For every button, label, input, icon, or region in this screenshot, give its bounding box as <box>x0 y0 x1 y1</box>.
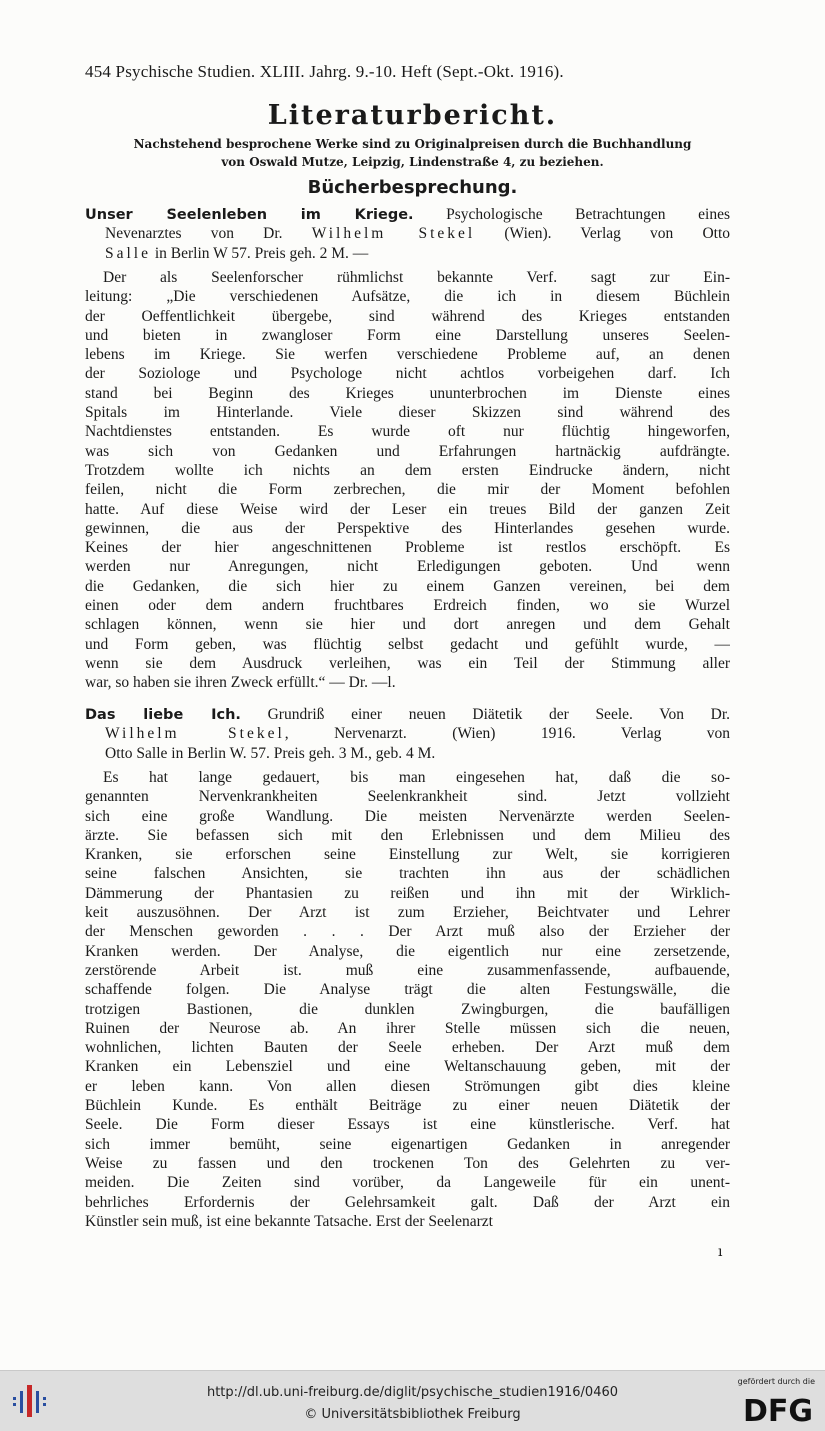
stray-mark: ı <box>718 1244 723 1260</box>
review-2-text-line: sich immer bemüht, seine eigenartigen Gedanken in anregender <box>85 1135 730 1153</box>
review-2-text-line: trotzigen Bastionen, die dunklen Zwingburgen, die baufälligen <box>85 1000 730 1018</box>
review-1-text-line: und Form geben, was flüchtig selbst gedacht und gefühlt wurde, — <box>85 635 730 653</box>
review-2-text-line: keit auszusöhnen. Der Arzt ist zum Erzieher, Beichtvater und Lehrer <box>85 904 730 922</box>
review-2-text-line: ärzte. Sie befassen sich mit den Erlebnissen und dem Milieu des <box>85 826 730 844</box>
review-1-text-line: einen oder dem andern fruchtbares Erdreich finden, wo sie Wurzel <box>85 597 730 615</box>
subtitle-line-1: Nachstehend besprochene Werke sind zu Originalpreisen durch die Buchhandlung <box>133 137 692 151</box>
review-1-subtitle: Psychologische Betrachtungen eines <box>413 206 730 223</box>
review-1-text-line: werden nur Anregungen, nicht Erledigungen geboten. Und wenn <box>85 558 730 576</box>
review-2-text-line: Weise zu fassen und den trockenen Ton des Gelehrten zu ver- <box>85 1154 730 1172</box>
viewer-footer <box>0 1370 825 1431</box>
review-1-meta: (Wien). Verlag von Otto <box>475 225 730 243</box>
review-1-text-line: der Oeffentlichkeit übergebe, sind während des Krieges entstanden <box>85 307 730 325</box>
review-2-text-line: Kranken werden. Der Analyse, die eigentlich nur eine zersetzende, <box>85 942 730 960</box>
review-2-text-line: Künstler sein muß, ist eine bekannte Tatsache. Erst der Seelenarzt <box>85 1212 493 1230</box>
review-2-text-line: Seele. Die Form dieser Essays ist eine künstlerische. Verf. hat <box>85 1116 730 1134</box>
review-2-title: Das liebe Ich. <box>85 707 241 723</box>
review-2-text-line: sich eine große Wandlung. Die meisten Nervenärzte werden Seelen- <box>85 807 730 825</box>
review-1-author: Wilhelm Stekel <box>311 225 476 243</box>
review-1-text-line: Der als Seelenforscher rühmlichst bekannte Verf. sagt zur Ein- <box>103 269 730 286</box>
review-2-text-line: schaffende folgen. Die Analyse trägt die alten Festungswälle, die <box>85 981 730 999</box>
permalink-url[interactable]: http://dl.ub.uni-freiburg.de/diglit/psychische_studien1916/0460 <box>206 1385 619 1400</box>
review-2-text-line: Kranken ein Lebensziel und eine Weltanschauung geben, mit der <box>85 1058 730 1076</box>
review-1-text-line: hatte. Auf diese Weise wird der Leser ein treues Bild der ganzen Zeit <box>85 500 730 518</box>
review-2-text-line: Dämmerung der Phantasien zu reißen und ihn mit der Wirklich- <box>85 884 730 902</box>
copyright-notice: © Universitätsbibliothek Freiburg <box>304 1407 521 1422</box>
review-1-text-line: lebens im Kriege. Sie werfen verschiedene Probleme auf, an denen <box>85 346 730 364</box>
review-1-text-line: Trotzdem wollte ich nichts an dem ersten Eindrucke ändern, nicht <box>85 461 730 479</box>
review-1-text-line: stand bei Beginn des Krieges ununterbrochen im Dienste eines <box>85 384 730 402</box>
dfg-wordmark: DFG <box>742 1394 813 1425</box>
review-1-text-line: war, so haben sie ihren Zweck erfüllt.“ — Dr. —l. <box>85 674 396 692</box>
review-2-text-line: Kranken, sie erforschen seine Einstellung zur Welt, sie korrigieren <box>85 846 730 864</box>
review-1-text-line: Nachtdienstes entstanden. Es wurde oft nur flüchtig hingeworfen, <box>85 423 730 441</box>
review-1-text-line: was sich von Gedanken und Erfahrungen hartnäckig aufdrängte. <box>85 442 730 460</box>
review-2-text-line: zerstörende Arbeit ist. muß eine zusammenfassende, aufbauende, <box>85 961 730 979</box>
review-1-body <box>85 268 730 693</box>
review-1-text-line: der Soziologe und Psychologe nicht achtlos vorbeigehen darf. Ich <box>85 365 730 383</box>
review-2-meta: , Nervenarzt. (Wien) 1916. Verlag von <box>284 725 730 743</box>
dfg-caption: gefördert durch die <box>737 1377 815 1386</box>
review-1-text-line: Spitals im Hinterlande. Viele dieser Skizzen sind während des <box>85 404 730 422</box>
review-2-text-line: Es hat lange gedauert, bis man eingesehen hat, daß die so- <box>103 769 730 786</box>
review-2-header <box>85 705 730 763</box>
review-2-text-line: Büchlein Kunde. Es enthält Beiträge zu einer neuen Diätetik der <box>85 1097 730 1115</box>
review-2-text-line: wohnlichen, lichten Bauten der Seele erheben. Der Arzt muß dem <box>85 1039 730 1057</box>
review-2-text-line: behrliches Erfordernis der Gelehrsamkeit galt. Daß der Arzt ein <box>85 1193 730 1211</box>
section-heading: Bücherbesprechung. <box>307 177 518 198</box>
review-1-publisher: Salle <box>105 244 151 262</box>
review-1-text-line: schlagen können, wenn sie hier und dort anregen und dem Gehalt <box>85 616 730 634</box>
review-2-text-line: er leben kann. Von allen diesen Strömungen gibt dies kleine <box>85 1077 730 1095</box>
review-2-text-line: meiden. Die Zeiten sind vorüber, da Langeweile für ein unent- <box>85 1174 730 1192</box>
review-1-text-line: gewinnen, die aus der Perspektive des Hinterlandes gesehen wurde. <box>85 519 730 537</box>
dfg-logo <box>725 1377 815 1425</box>
review-2-text-line: seine falschen Ansichten, sie trachten ihn aus der schädlichen <box>85 865 730 883</box>
review-1-meta: Nevenarztes von Dr. <box>105 225 312 243</box>
running-head: 454 Psychische Studien. XLIII. Jahrg. 9.-10. Heft (Sept.-Okt. 1916). <box>85 62 564 81</box>
review-1-text-line: die Gedanken, die sich hier zu einem Ganzen vereinen, bei dem <box>85 577 730 595</box>
review-2-text-line: Ruinen der Neurose ab. An ihrer Stelle müssen sich die neuen, <box>85 1019 730 1037</box>
review-1-text-line: Keines der hier angeschnittenen Probleme ist restlos erschöpft. Es <box>85 539 730 557</box>
review-2-meta: Otto Salle in Berlin W. 57. Preis geh. 3 M., geb. 4 M. <box>105 744 436 762</box>
review-2-text-line: genannten Nervenkrankheiten Seelenkrankheit sind. Jetzt vollzieht <box>85 788 730 806</box>
review-1-meta: in Berlin W 57. Preis geh. 2 M. — <box>151 244 369 262</box>
page-title: Literaturbericht. <box>267 100 558 131</box>
review-1-text-line: wenn sie dem Ausdruck verleihen, was ein Teil der Stimmung aller <box>85 654 730 672</box>
review-1-text-line: und bieten in zwangloser Form eine Darstellung unseres Seelen- <box>85 326 730 344</box>
review-1-text-line: leitung: „Die verschiedenen Aufsätze, die ich in diesem Büchlein <box>85 288 730 306</box>
subtitle-line-2: von Oswald Mutze, Leipzig, Lindenstraße 4, zu beziehen. <box>221 155 604 169</box>
review-1-title: Unser Seelenleben im Kriege. <box>85 207 414 223</box>
review-2-text-line: der Menschen geworden . . . Der Arzt muß also der Erzieher der <box>85 923 730 941</box>
review-1-text-line: feilen, nicht die Form zerbrechen, die mir der Moment befohlen <box>85 481 730 499</box>
review-1-header <box>85 205 730 263</box>
review-2-body <box>85 768 730 1231</box>
review-2-subtitle: Grundriß einer neuen Diätetik der Seele. Von Dr. <box>240 706 730 723</box>
review-2-author: Wilhelm Stekel <box>105 725 285 743</box>
